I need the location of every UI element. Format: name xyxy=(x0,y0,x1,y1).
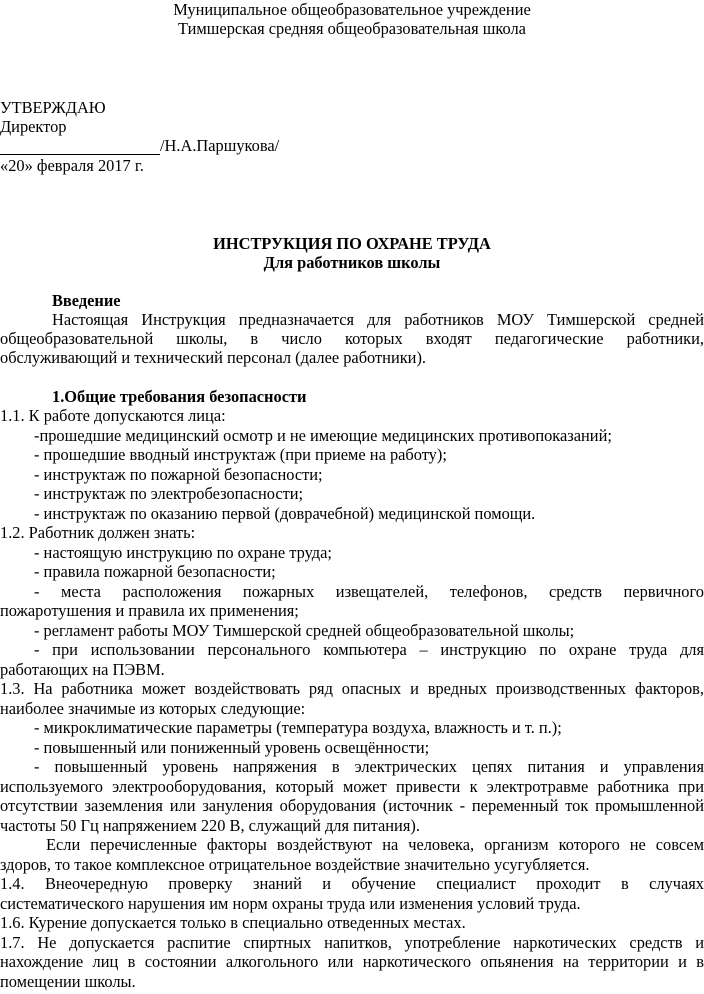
s13-line1: 1.3. На работника может воздействовать ряд опасных и вредных производственных факторов, xyxy=(0,679,704,698)
s13-line2: наиболее значимые из которых следующие: xyxy=(0,699,306,718)
s11-item: - инструктаж по пожарной безопасности; xyxy=(34,465,323,484)
org-name-line1: Муниципальное общеобразовательное учреждение xyxy=(173,0,531,19)
approval-signature-name: /Н.А.Паршукова/ xyxy=(160,136,280,155)
section1-heading: 1.Общие требования безопасности xyxy=(52,387,307,406)
s12-item-line2: работающих на ПЭВМ. xyxy=(0,660,165,679)
document-subtitle: Для работников школы xyxy=(263,253,441,272)
s12-item: - правила пожарной безопасности; xyxy=(34,562,276,581)
s13-item-line3: отсутствии заземления или зануления оборудования (источник - переменный ток промышленной xyxy=(0,796,704,815)
approval-position: Директор xyxy=(0,117,67,136)
s13-item-line1: - повышенный уровень напряжения в электрических цепях питания и управления xyxy=(34,757,704,776)
s11-item: - инструктаж по оказанию первой (доврачебной) медицинской помощи. xyxy=(34,504,536,523)
s11-item: - инструктаж по электробезопасности; xyxy=(34,484,304,503)
s13-item: - микроклиматические параметры (температура воздуха, влажность и т. п.); xyxy=(34,718,562,737)
intro-line1: Настоящая Инструкция предназначается для работников МОУ Тимшерской средней xyxy=(52,310,704,329)
s11-item: - прошедшие вводный инструктаж (при приеме на работу); xyxy=(34,445,447,464)
signature-blank xyxy=(0,138,160,155)
s12-item: - регламент работы МОУ Тимшерской средней общеобразовательной школы; xyxy=(34,621,575,640)
s13-item-line4: частоты 50 Гц напряжением 220 В, служащий для питания). xyxy=(0,816,420,835)
s12-item-line2: пожаротушения и правила их применения; xyxy=(0,601,299,620)
s14-line1: 1.4. Внеочередную проверку знаний и обучение специалист проходит в случаях xyxy=(0,874,704,893)
s12-item-line1: - при использовании персонального компьютера – инструкцию по охране труда для xyxy=(34,640,704,659)
intro-heading: Введение xyxy=(52,291,121,310)
s12-text: 1.2. Работник должен знать: xyxy=(0,523,196,542)
approval-date: «20» февраля 2017 г. xyxy=(0,156,144,175)
s13-paragraph-line2: здоров, то такое комплексное отрицательное воздействие значительно усугубляется. xyxy=(0,855,590,874)
s17-line2: нахождение лиц в состоянии алкогольного или наркотического опьянения на территории и в xyxy=(0,952,704,971)
s17-line3: помещении школы. xyxy=(0,972,136,991)
s13-item-line2: используемого электрооборудования, который может привести к электротравме работника при xyxy=(0,777,704,796)
s17-line1: 1.7. Не допускается распитие спиртных напитков, употребление наркотических средств и xyxy=(0,933,704,952)
org-name-line2: Тимшерская средняя общеобразовательная школа xyxy=(178,19,526,38)
s16-text: 1.6. Курение допускается только в специально отведенных местах. xyxy=(0,913,466,932)
s13-paragraph-line1: Если перечисленные факторы воздействуют на человека, организм которого не совсем xyxy=(46,835,704,854)
s12-item: - настоящую инструкцию по охране труда; xyxy=(34,543,332,562)
s14-line2: систематического нарушения им норм охраны труда или изменения условий труда. xyxy=(0,894,581,913)
s11-text: 1.1. К работе допускаются лица: xyxy=(0,406,226,425)
approval-label: УТВЕРЖДАЮ xyxy=(0,98,106,117)
s11-item: -прошедшие медицинский осмотр и не имеющие медицинских противопоказаний; xyxy=(34,426,612,445)
document-title: ИНСТРУКЦИЯ ПО ОХРАНЕ ТРУДА xyxy=(213,234,491,253)
s13-item: - повышенный или пониженный уровень освещённости; xyxy=(34,738,430,757)
approval-signature-line xyxy=(0,136,704,155)
intro-line3: обслуживающий и технический персонал (далее работники). xyxy=(0,348,427,367)
intro-line2: общеобразовательной школы, в число которых входят педагогические работники, xyxy=(0,329,704,348)
s12-item-line1: - места расположения пожарных извещателей, телефонов, средств первичного xyxy=(34,582,704,601)
